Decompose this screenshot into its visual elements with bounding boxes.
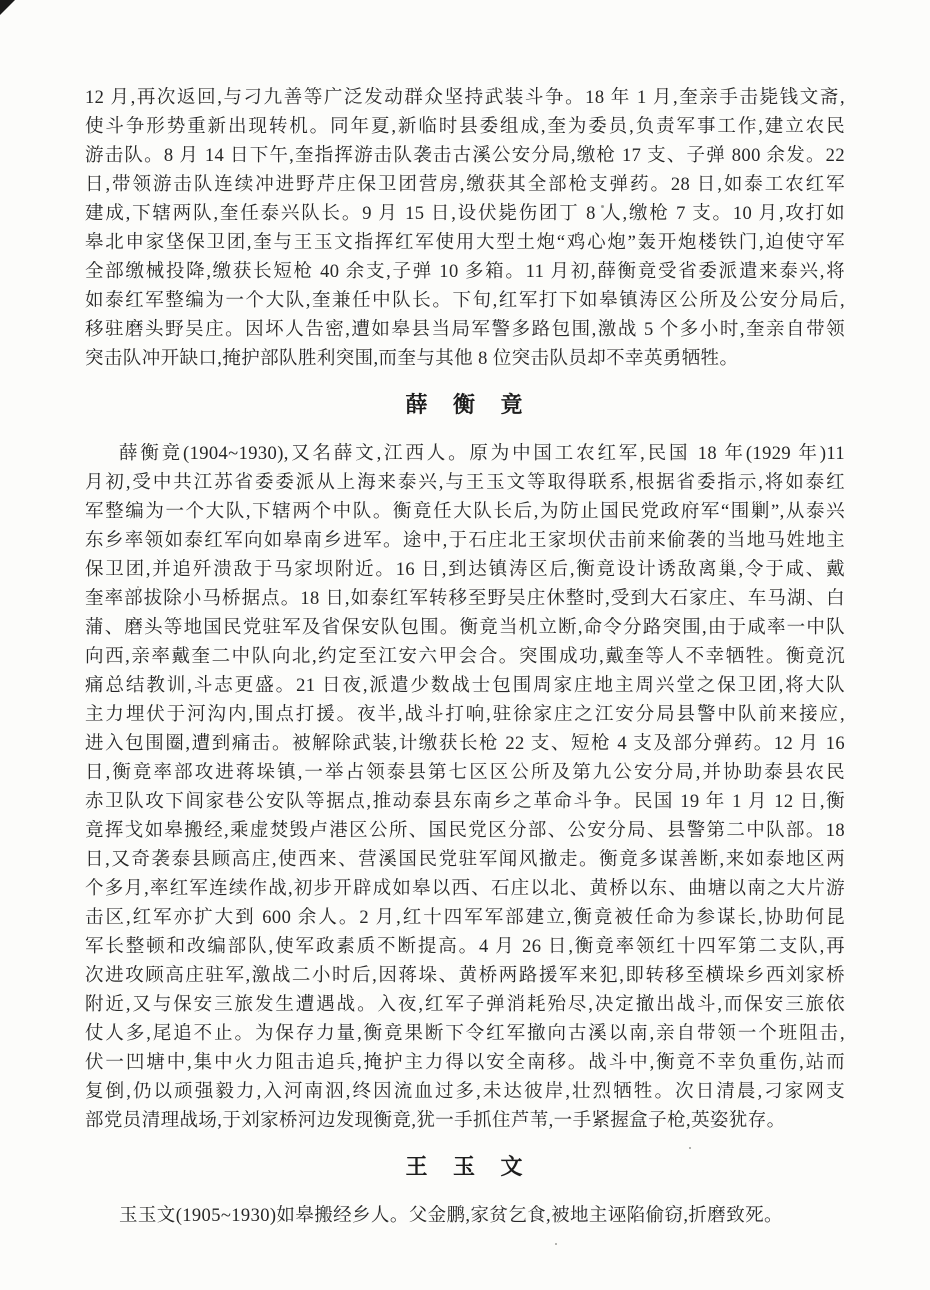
text-line: 12 月,再次返回,与刁九善等广泛发动群众坚持武装斗争。18 年 1 月,奎亲手击毙钱文斋, [85,88,845,108]
text-line: 全部缴械投降,缴获长短枪 40 余支,子弹 10 多箱。11 月初,薛衡竟受省委派遣来泰兴,将 [85,262,845,282]
text-line: 部党员清理战场,于刘家桥河边发现衡竟,犹一手抓住芦苇,一手紧握盒子枪,英姿犹存。 [85,1111,786,1131]
text-line: 保卫团,并追歼溃敌于马家坝附近。16 日,到达镇涛区后,衡竟设计诱敌离巢,令于咸、戴 [85,560,845,580]
text-line: 赤卫队攻下闾家巷公安队等据点,推动泰县东南乡之革命斗争。民国 19 年 1 月 12 日,衡 [85,792,845,812]
text-line: 军长整顿和改编部队,使军政素质不断提高。4 月 26 日,衡竟率领红十四军第二支队,再 [85,937,845,957]
text-line: 薛衡竟(1904~1930),又名薛文,江西人。原为中国工农红军,民国 18 年(1929 年)11 [119,444,845,464]
text-line: 附近,又与保安三旅发生遭遇战。入夜,红军子弹消耗殆尽,决定撤出战斗,而保安三旅依 [85,995,845,1015]
text-line: 移驻磨头野吴庄。因坏人告密,遭如皋县当局军警多路包围,激战 5 个多小时,奎亲自带领 [85,320,845,340]
text-line: 使斗争形势重新出现转机。同年夏,新临时县委组成,奎为委员,负责军事工作,建立农民 [85,117,845,137]
text-line: 次进攻顾高庄驻军,激战二小时后,因蒋垛、黄桥两路援军来犯,即转移至横垛乡西刘家桥 [85,966,845,986]
text-line: 向西,亲率戴奎二中队向北,约定至江安六甲会合。突围成功,戴奎等人不幸牺牲。衡竟沉 [85,647,845,667]
text-line: 突击队冲开缺口,掩护部队胜利突围,而奎与其他 8 位突击队员却不幸英勇牺牲。 [85,349,739,369]
paragraph-xue-hengjing-bio [85,440,845,1136]
scan-corner-artifact [0,0,15,15]
section-heading-xue-hengjing: 薛 衡 竟 [405,392,525,417]
text-line: 玉玉文(1905~1930)如皋搬经乡人。父金鹏,家贫乞食,被地主诬陷偷窃,折磨致死。 [119,1206,783,1226]
text-column [85,84,845,1231]
text-line: 痛总结教训,斗志更盛。21 日夜,派遣少数战士包围周家庄地主周兴堂之保卫团,将大队 [85,676,845,696]
text-line: 复倒,仍以顽强毅力,入河南泅,终因流血过多,未达彼岸,壮烈牺牲。次日清晨,刁家网支 [85,1082,845,1102]
paragraph-wang-yuwen-bio [85,1202,845,1231]
text-line: 游击队。8 月 14 日下午,奎指挥游击队袭击古溪公安分局,缴枪 17 支、子弹 800 余发。22 [85,146,845,166]
text-line: 如泰红军整编为一个大队,奎兼任中队长。下旬,红军打下如皋镇涛区公所及公安分局后, [85,291,845,311]
text-line: 月初,受中共江苏省委委派从上海来泰兴,与王玉文等取得联系,根据省委指示,将如泰红 [85,473,845,493]
text-line: 皋北申家垡保卫团,奎与王玉文指挥红军使用大型土炮“鸡心炮”轰开炮楼铁门,迫使守军 [85,233,845,253]
section-heading-wang-yuwen: 王 玉 文 [405,1154,525,1179]
text-line: 建成,下辖两队,奎任泰兴队长。9 月 15 日,设伏毙伤团丁 8 人,缴枪 7 支。10 月,攻打如 [85,204,845,224]
text-line: 蒲、磨头等地国民党驻军及省保安队包围。衡竟当机立断,命令分路突围,由于咸率一中队 [85,618,845,638]
text-line: 东乡率领如泰红军向如皋南乡进军。途中,于石庄北王家坝伏击前来偷袭的当地马姓地主 [85,531,845,551]
text-line: 进入包围圈,遭到痛击。被解除武装,计缴获长枪 22 支、短枪 4 支及部分弹药。12 月 16 [85,734,845,754]
scan-speck [555,1243,557,1245]
paragraph-continuation [85,84,845,374]
text-line: 伏一凹塘中,集中火力阻击追兵,掩护主力得以安全南移。战斗中,衡竟不幸负重伤,站而 [85,1053,845,1073]
text-line: 日,带领游击队连续冲进野芹庄保卫团营房,缴获其全部枪支弹药。28 日,如泰工农红军 [85,175,845,195]
text-line: 日,衡竟率部攻进蒋垛镇,一举占领泰县第七区区公所及第九公安分局,并协助泰县农民 [85,763,845,783]
text-line: 击区,红军亦扩大到 600 余人。2 月,红十四军军部建立,衡竟被任命为参谋长,协助何昆 [85,908,845,928]
text-line: 主力埋伏于河沟内,围点打援。夜半,战斗打响,驻徐家庄之江安分局县警中队前来接应, [85,705,845,725]
text-line: 奎率部拔除小马桥据点。18 日,如泰红军转移至野吴庄休整时,受到大石家庄、车马湖、白 [85,589,845,609]
text-line: 军整编为一个大队,下辖两个中队。衡竟任大队长后,为防止国民党政府军“围剿”,从泰兴 [85,502,845,522]
text-line: 竟挥戈如皋搬经,乘虚焚毁卢港区公所、国民党区分部、公安分局、县警第二中队部。18 [85,821,845,841]
text-line: 仗人多,尾追不止。为保存力量,衡竟果断下令红军撤向古溪以南,亲自带领一个班阻击, [85,1024,845,1044]
text-line: 日,又奇袭泰县顾高庄,使西来、营溪国民党驻军闻风撤走。衡竟多谋善断,来如泰地区两 [85,850,845,870]
text-line: 个多月,率红军连续作战,初步开辟成如皋以西、石庄以北、黄桥以东、曲塘以南之大片游 [85,879,845,899]
